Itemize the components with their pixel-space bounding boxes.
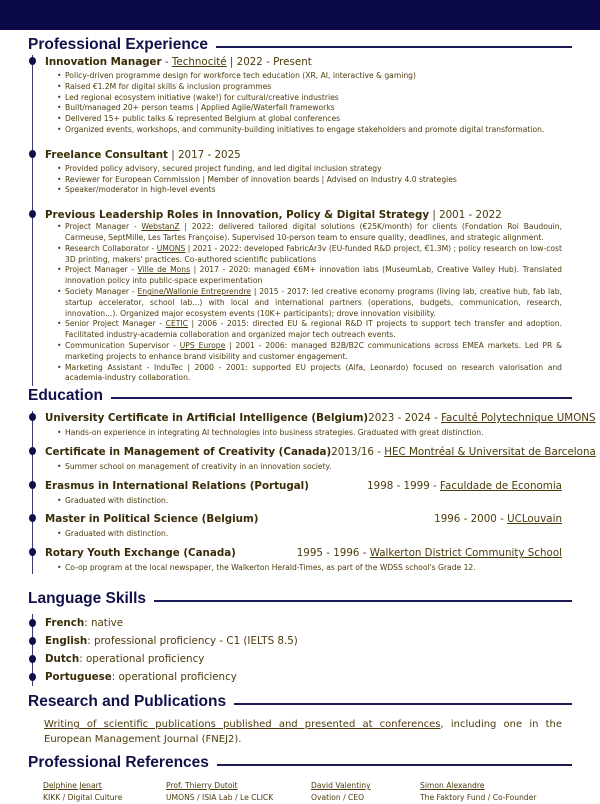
languages-section (0, 589, 600, 686)
language-item: Portuguese: operational proficiency (45, 668, 562, 686)
timeline-dot-icon (29, 413, 36, 421)
section-heading: Professional Experience (0, 35, 600, 55)
timeline (32, 614, 562, 686)
language-item: French: native (45, 614, 562, 632)
bullet-list: • Provided policy advisory, secured project funding, and led digital inclusion strategy • Reviewer for European Commission | Member of innovation boards | Advised on Industry 4.0 strategies • Speaker/moderator in high-level events (57, 164, 562, 196)
education-item: Erasmus in International Relations (Portugal) 1998 - 1999 - Faculdade de Economia • Graduated with distinction. (45, 479, 562, 507)
org-link[interactable]: Engine/Wallonie Entreprendre (137, 286, 251, 296)
school-link[interactable]: Walkerton District Community School (369, 547, 562, 560)
timeline-dot-icon (29, 673, 36, 681)
publications-link[interactable]: Writing of scientific publications published and presented at conferences (44, 719, 441, 730)
references-section (0, 753, 600, 773)
header-band (0, 0, 600, 30)
experience-section (0, 35, 600, 386)
bullet-list: • Project Manager - WebstanZ | 2022: delivered tailored digital solutions (€25K/month) for clients (Fondation Roi Baudouin, Carmeuse, SeptMille, Les Tartes Françoise). Supervised 10-person team to ensure quality, deadlines, and strategic alignment. • Research Collaborator - UMONS | 2021 - 2022: developed FabricAr3v (EU-funded R&D project, €1.3M) ; policy research on low-cost 3D printing, makers' practices. Co-authored scientific publications • Project Manager - Ville de Mons | 2017 - 2020: managed €6M+ innovation labs (MuseumLab, Creative Valley Hub). Translated innovation policy into public-space experimentation • Society Manager - Engine/Wallonie Entreprendre | 2015 - 2017: led creative economy programs (living lab, creative hub, fab lab, startup accelerator, school lab...) with local and international partners (operations, budgets, communication, research, innovation...). Organized major ecosystem events (10K+ participants); drove innovation visibility. • Senior Project Manager - CETIC | 2006 - 2015: directed EU & regional R&D IT projects to support tech transfer and adoption. Facilitated industry-academia collaboration and organized major tech outreach events. • Communication Supervisor - UPS Europe | 2001 - 2006: managed B2B/B2C communications across EMEA markets. Led PR & marketing projects to enhance brand visibility and customer engagement. • Marketing Assistant - InduTec | 2000 - 2001: supported EU projects (Alfa, Leonardo) focused on research valorisation and academia-industry collaboration. (57, 222, 562, 384)
language-item: English: professional proficiency - C1 (IELTS 8.5) (45, 632, 562, 650)
timeline-dot-icon (29, 447, 36, 455)
school-link[interactable]: Faculdade de Economia (440, 479, 562, 492)
timeline-dot-icon (29, 514, 36, 522)
org-link[interactable]: Ville de Mons (137, 265, 191, 275)
reference-link[interactable]: Prof. Thierry Dutoit (166, 781, 238, 790)
org-link[interactable]: UMONS (156, 243, 186, 253)
language-item: Dutch: operational proficiency (45, 650, 562, 668)
reference-link[interactable]: David Valentiny (311, 781, 371, 790)
divider (234, 703, 572, 705)
research-section: Research and Publications Writing of scientific publications published and presented at conferences, including one in the European Management Journal (FNEJ2). (0, 692, 600, 747)
reference-link[interactable]: Delphine Jenart (43, 781, 102, 790)
timeline (32, 55, 562, 386)
education-item: University Certificate in Artificial Intelligence (Belgium) 2023 - 2024 - Faculté Polytechnique UMONS • Hands-on experience in integrating AI technologies into business strategies. Graduated with great distinction. (45, 411, 562, 439)
org-link[interactable]: UPS Europe (179, 340, 226, 350)
job-item: Freelance Consultant | 2017 - 2025 • Provided policy advisory, secured project funding, and led digital inclusion strategy • Reviewer for European Commission | Member of innovation boards | Advised on Industry 4.0 strategies • Speaker/moderator in high-level events (45, 148, 562, 196)
reference-item: Delphine Jenart KIKK / Digital Culture (43, 781, 123, 802)
timeline-dot-icon (29, 637, 36, 645)
job-item: Innovation Manager - Technocité | 2022 - Present • Policy-driven programme design for workforce tech education (XR, AI, interactive & gaming) • Raised €1.2M for digital skills & inclusion programmes • Led regional ecosystem initiative (wake!) for cultural/creative industries • Built/managed 20+ person teams | Applied Agile/Waterfall frameworks • Delivered 15+ public talks & represented Belgium at global conferences • Organized events, workshops, and community-building initiatives to engage stakeholders and promote digital transformation. (45, 55, 562, 136)
bullet-list: • Policy-driven programme design for workforce tech education (XR, AI, interactive & gaming) • Raised €1.2M for digital skills & inclusion programmes • Led regional ecosystem initiative (wake!) for cultural/creative industries • Built/managed 20+ person teams | Applied Agile/Waterfall frameworks • Delivered 15+ public talks & represented Belgium at global conferences • Organized events, workshops, and community-building initiatives to engage stakeholders and promote digital transformation. (57, 71, 562, 136)
timeline-dot-icon (29, 481, 36, 489)
reference-link[interactable]: Simon Alexandre (420, 781, 485, 790)
school-link[interactable]: Faculté Polytechnique UMONS (441, 412, 596, 424)
section-heading: Education (0, 386, 600, 406)
school-link[interactable]: UCLouvain (507, 513, 562, 526)
education-item: Master in Political Science (Belgium) 1996 - 2000 - UCLouvain • Graduated with distinction. (45, 512, 562, 540)
section-heading: Research and Publications (0, 692, 600, 712)
divider (111, 397, 572, 399)
org-link[interactable]: WebstanZ (141, 222, 180, 232)
job-item: Previous Leadership Roles in Innovation, Policy & Digital Strategy | 2001 - 2022 • Project Manager - WebstanZ | 2022: delivered tailored digital solutions (€25K/month) for clients (Fondation Roi Baudouin, Carmeuse, SeptMille, Les Tartes Françoise). Supervised 10-person team to ensure quality, deadlines, and strategic alignment. • Research Collaborator - UMONS | 2021 - 2022: developed FabricAr3v (EU-funded R&D project, €1.3M) ; policy research on low-cost 3D printing, makers' practices. Co-authored scientific publications • Project Manager - Ville de Mons | 2017 - 2020: managed €6M+ innovation labs (MuseumLab, Creative Valley Hub). Translated innovation policy into public-space experimentation • Society Manager - Engine/Wallonie Entreprendre | 2015 - 2017: led creative economy programs (living lab, creative hub, fab lab, startup accelerator, school lab...) with local and international partners (operations, budgets, communication, research, innovation...). Organized major ecosystem events (10K+ participants); drove innovation visibility. • Senior Project Manager - CETIC | 2006 - 2015: directed EU & regional R&D IT projects to support tech transfer and adoption. Facilitated industry-academia collaboration and organized major tech outreach events. • Communication Supervisor - UPS Europe | 2001 - 2006: managed B2B/B2C communications across EMEA markets. Led PR & marketing projects to enhance brand visibility and customer engagement. • Marketing Assistant - InduTec | 2000 - 2001: supported EU projects (Alfa, Leonardo) focused on research valorisation and academia-industry collaboration. (45, 208, 562, 384)
divider (216, 46, 572, 48)
org-link[interactable]: Technocité (171, 56, 227, 68)
reference-item: Simon Alexandre The Faktory Fund / Co-Founder (420, 781, 537, 802)
school-link[interactable]: HEC Montréal & Universitat de Barcelona (384, 445, 596, 458)
timeline-dot-icon (29, 57, 36, 65)
timeline-dot-icon (29, 619, 36, 627)
section-heading: Professional References (0, 753, 600, 773)
divider (154, 600, 572, 602)
timeline-dot-icon (29, 150, 36, 158)
timeline-dot-icon (29, 655, 36, 663)
timeline-dot-icon (29, 210, 36, 218)
timeline (32, 411, 596, 574)
divider (217, 764, 572, 766)
education-item: Certificate in Management of Creativity (Canada) 2013/16 - HEC Montréal & Universitat de Barcelona • Summer school on management of creativity in an innovation society. (45, 445, 562, 473)
timeline-dot-icon (29, 548, 36, 556)
education-section (0, 386, 600, 574)
reference-item: Prof. Thierry Dutoit UMONS / ISIA Lab / Le CLICK (166, 781, 274, 802)
section-heading: Language Skills (0, 589, 600, 609)
education-item: Rotary Youth Exchange (Canada) 1995 - 1996 - Walkerton District Community School • Co-op program at the local newspaper, the Walkerton Herald-Times, as part of the WDSS school's Grade 12. (45, 546, 562, 574)
org-link[interactable]: CETIC (165, 319, 188, 329)
reference-item: David Valentiny Ovation / CEO (311, 781, 371, 802)
